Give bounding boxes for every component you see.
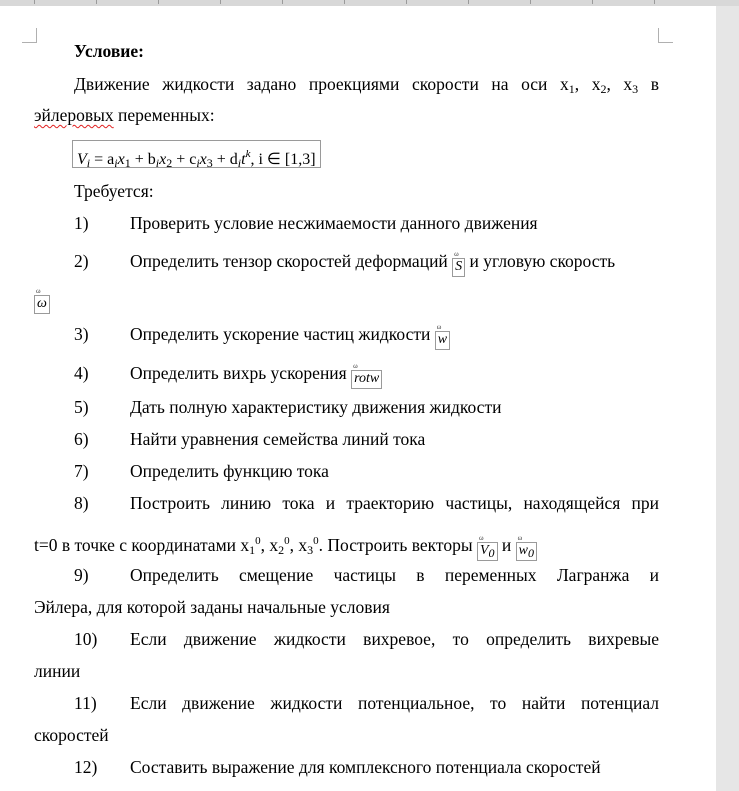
intro-line-1: Движение жидкости задано проекциями скорости на оси $x_1$, $x_2$, $x_3$ в	[74, 74, 659, 96]
equation-object[interactable]: ω ω	[34, 295, 50, 314]
intro-line-2: эйлеровых переменных:	[34, 105, 215, 125]
ruler-tick	[282, 0, 283, 4]
ruler-tick	[654, 0, 655, 4]
ruler-tick	[34, 0, 35, 4]
equation-object[interactable]: ω V0	[477, 542, 498, 561]
margin-corner-top-right	[658, 28, 673, 43]
document-page[interactable]: Условие: Движение жидкости задано проекциями скорости на оси $x_1$, $x_2$, $x_3$ в эйлеровых переменных: $V_i = a_ix_1 + b_ix_2 + c_ix_3 + d_it^k$, i ∈ [1,3] Требуется: 1) Проверить условие несжимаемости данного движения 2) Определить тензор скоростей деформаций ω S и угловую скорость ω ω 3) Определить ускорение частиц жидкости ω w 4) Определить вихрь ускорения ω rotw 5) Дать полную характеристику движения жидкости 6) Найти уравнения семейства линий тока 7) Определить функцию тока 8) Построить линию тока и траекторию частицы, находящейся при t=0 в точке с координатами $x_1^0$, $x_2^0$, $x_3^0$. Построить векторы ω V0 и ω w0 9) Определить смещение частицы в переменных Лагранжа и Эйлера, для которой заданы начальные условия 10) Если движение жидкости вихревое, то определить вихревые линии 11) Если движение жидкости потенциальное, то найти потенциал скоростей 12) Составить выражение для комплексного потенциала скоростей	[0, 6, 716, 791]
ruler-tick	[468, 0, 469, 4]
list-item-continuation: t=0 в точке с координатами $x_1^0$, $x_2^0$, $x_3^0$. Построить векторы ω V0 и ω w0	[34, 526, 537, 566]
equation-object[interactable]: ω w	[435, 331, 450, 350]
ruler-tick	[158, 0, 159, 4]
ruler-tick	[220, 0, 221, 4]
ruler-tick	[530, 0, 531, 4]
ruler-tick	[96, 0, 97, 4]
ruler-tick	[406, 0, 407, 4]
equation-object[interactable]: ω rotw	[351, 370, 382, 389]
list-item-continuation: Эйлера, для которой заданы начальные условия	[34, 597, 390, 617]
heading-condition: Условие:	[74, 41, 144, 61]
equation-object[interactable]: ω w0	[516, 542, 537, 561]
list-item-continuation: линии	[34, 661, 81, 681]
list-item-continuation: скоростей	[34, 725, 109, 745]
spellcheck-word[interactable]: эйлеровых	[34, 105, 114, 125]
equation-object[interactable]: ω S	[452, 258, 465, 277]
list-item-continuation	[34, 283, 50, 314]
requires-label: Требуется:	[74, 181, 154, 201]
ruler-tick	[592, 0, 593, 4]
ruler-tick	[344, 0, 345, 4]
velocity-formula[interactable]: $V_i = a_ix_1 + b_ix_2 + c_ix_3 + d_it^k$, i ∈ [1,3]	[72, 140, 321, 168]
